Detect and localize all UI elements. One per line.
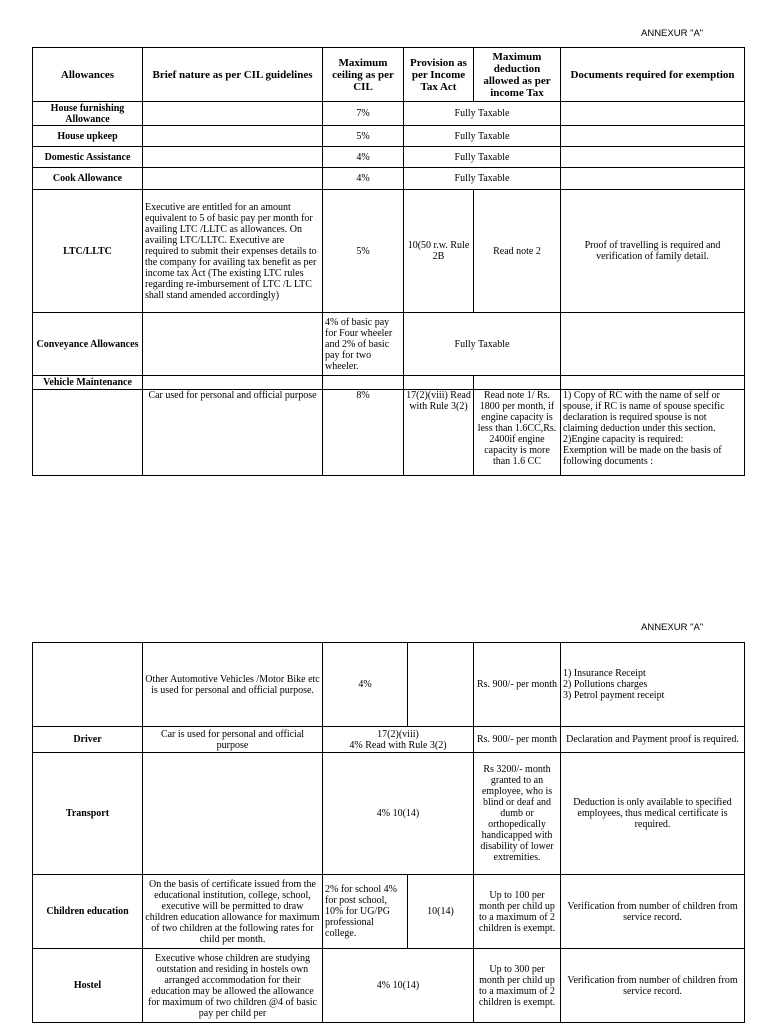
row-ceiling-provision: 4% 10(14) bbox=[323, 949, 474, 1023]
row-brief bbox=[143, 126, 323, 147]
row-deduction: Rs. 900/- per month bbox=[474, 643, 561, 727]
row-documents: Deduction is only available to specified employees, thus medical certificate is required. bbox=[561, 753, 745, 875]
row-documents bbox=[561, 147, 745, 168]
header-provision: Provision as per Income Tax Act bbox=[404, 48, 474, 102]
table-row-vehicle-car bbox=[33, 390, 745, 476]
row-name: Cook Allowance bbox=[33, 168, 143, 190]
row-provision: 10(50 r.w. Rule 2B bbox=[404, 190, 474, 313]
row-ceiling: 4% bbox=[323, 168, 404, 190]
row-tax-status: Fully Taxable bbox=[404, 126, 561, 147]
row-deduction: Rs. 900/- per month bbox=[474, 727, 561, 753]
table-row-hostel bbox=[33, 949, 745, 1023]
table-row-house-furnishing bbox=[33, 102, 745, 126]
header-documents: Documents required for exemption bbox=[561, 48, 745, 102]
row-tax-status: Fully Taxable bbox=[404, 147, 561, 168]
header-brief: Brief nature as per CIL guidelines bbox=[143, 48, 323, 102]
row-brief: On the basis of certificate issued from the educational institution, college, school, executive will be permitted to draw children education allowance for maximum of two children at the following rates for child per month. bbox=[143, 875, 323, 949]
row-tax-status: Fully Taxable bbox=[404, 102, 561, 126]
row-ceiling: 4% of basic pay for Four wheeler and 2% of basic pay for two wheeler. bbox=[323, 313, 404, 376]
row-name: House upkeep bbox=[33, 126, 143, 147]
row-ceiling-provision: 4% 10(14) bbox=[323, 753, 474, 875]
header-deduction: Maximum deduction allowed as per income Tax bbox=[474, 48, 561, 102]
row-brief bbox=[143, 168, 323, 190]
row-name: Transport bbox=[33, 753, 143, 875]
row-ceiling: 2% for school 4% for post school, 10% for UG/PG professional college. bbox=[323, 875, 408, 949]
row-name bbox=[33, 390, 143, 476]
table-row-ltc bbox=[33, 190, 745, 313]
row-brief bbox=[143, 147, 323, 168]
row-name: Conveyance Allowances bbox=[33, 313, 143, 376]
row-name: Children education bbox=[33, 875, 143, 949]
row-deduction: Read note 1/ Rs. 1800 per month, if engine capacity is less than 1.6CC,Rs. 2400if engine capacity is more than 1.6 CC bbox=[474, 390, 561, 476]
annexure-label-page1: ANNEXUR "A" bbox=[641, 28, 704, 39]
table-row-children-education bbox=[33, 875, 745, 949]
allowance-table-page1 bbox=[32, 47, 745, 476]
table-row-other-vehicles bbox=[33, 643, 745, 727]
row-name: LTC/LLTC bbox=[33, 190, 143, 313]
table-row-driver bbox=[33, 727, 745, 753]
row-provision: 10(14) bbox=[408, 875, 474, 949]
row-documents bbox=[561, 168, 745, 190]
row-brief bbox=[143, 376, 323, 390]
row-brief: Executive whose children are studying outstation and residing in hostels own arranged accommodation for their education may be allowed the allowance for maximum of two children @4 of basic pay per child per bbox=[143, 949, 323, 1023]
table-row-cook-allowance bbox=[33, 168, 745, 190]
table-row-transport bbox=[33, 753, 745, 875]
row-documents bbox=[561, 126, 745, 147]
table-row-house-upkeep bbox=[33, 126, 745, 147]
row-deduction: Up to 100 per month per child up to a maximum of 2 children is exempt. bbox=[474, 875, 561, 949]
row-name: Domestic Assistance bbox=[33, 147, 143, 168]
row-name: Driver bbox=[33, 727, 143, 753]
row-documents: 1) Insurance Receipt 2) Pollutions charges 3) Petrol payment receipt bbox=[561, 643, 745, 727]
row-provision bbox=[404, 376, 474, 390]
row-ceiling-provision: 17(2)(viii) 4% Read with Rule 3(2) bbox=[323, 727, 474, 753]
table-row-domestic-assistance bbox=[33, 147, 745, 168]
row-name: Vehicle Maintenance bbox=[33, 376, 143, 390]
row-brief bbox=[143, 102, 323, 126]
row-name: House furnishing Allowance bbox=[33, 102, 143, 126]
row-brief bbox=[143, 753, 323, 875]
row-documents bbox=[561, 313, 745, 376]
row-ceiling: 4% bbox=[323, 147, 404, 168]
row-ceiling: 7% bbox=[323, 102, 404, 126]
row-documents: Declaration and Payment proof is required. bbox=[561, 727, 745, 753]
row-deduction bbox=[474, 376, 561, 390]
row-brief: Car used for personal and official purpose bbox=[143, 390, 323, 476]
row-brief: Executive are entitled for an amount equivalent to 5 of basic pay per month for availing LTC /LLTC as allowances. On availing LTC/LLTC. Executive are required to submit their expenses details to the company for availing tax benefit as per income tax Act (The existing LTC rules regarding re-imbursement of LTC /L LTC shall stand amended accordingly) bbox=[143, 190, 323, 313]
row-documents: 1) Copy of RC with the name of self or spouse, if RC is name of spouse specific declaration is required spouse is not claiming deduction under this section. 2)Engine capacity is required: Exemption will be made on the basis of following documents : bbox=[561, 390, 745, 476]
table-row-conveyance bbox=[33, 313, 745, 376]
row-documents bbox=[561, 376, 745, 390]
table-row-vehicle-maintenance bbox=[33, 376, 745, 390]
row-documents: Verification from number of children from service record. bbox=[561, 949, 745, 1023]
annexure-label-page2: ANNEXUR "A" bbox=[641, 622, 704, 633]
row-provision: 17(2)(viii) Read with Rule 3(2) bbox=[404, 390, 474, 476]
row-documents: Verification from number of children from service record. bbox=[561, 875, 745, 949]
row-brief bbox=[143, 313, 323, 376]
row-ceiling: 5% bbox=[323, 126, 404, 147]
header-allowances: Allowances bbox=[33, 48, 143, 102]
row-brief: Car is used for personal and official purpose bbox=[143, 727, 323, 753]
row-ceiling: 8% bbox=[323, 390, 404, 476]
row-ceiling bbox=[323, 376, 404, 390]
table-header-row bbox=[33, 48, 745, 102]
row-tax-status: Fully Taxable bbox=[404, 168, 561, 190]
row-tax-status: Fully Taxable bbox=[404, 313, 561, 376]
row-deduction: Rs 3200/- month granted to an employee, who is blind or deaf and dumb or orthopedically handicapped with disability of lower extremities. bbox=[474, 753, 561, 875]
row-documents bbox=[561, 102, 745, 126]
row-deduction: Up to 300 per month per child up to a maximum of 2 children is exempt. bbox=[474, 949, 561, 1023]
row-name: Hostel bbox=[33, 949, 143, 1023]
row-documents: Proof of travelling is required and verification of family detail. bbox=[561, 190, 745, 313]
row-brief: Other Automotive Vehicles /Motor Bike etc is used for personal and official purpose. bbox=[143, 643, 323, 727]
row-provision bbox=[408, 643, 474, 727]
row-deduction: Read note 2 bbox=[474, 190, 561, 313]
row-ceiling: 5% bbox=[323, 190, 404, 313]
row-name bbox=[33, 643, 143, 727]
header-ceiling: Maximum ceiling as per CIL bbox=[323, 48, 404, 102]
row-ceiling: 4% bbox=[323, 643, 408, 727]
allowance-table-page2 bbox=[32, 642, 745, 1023]
